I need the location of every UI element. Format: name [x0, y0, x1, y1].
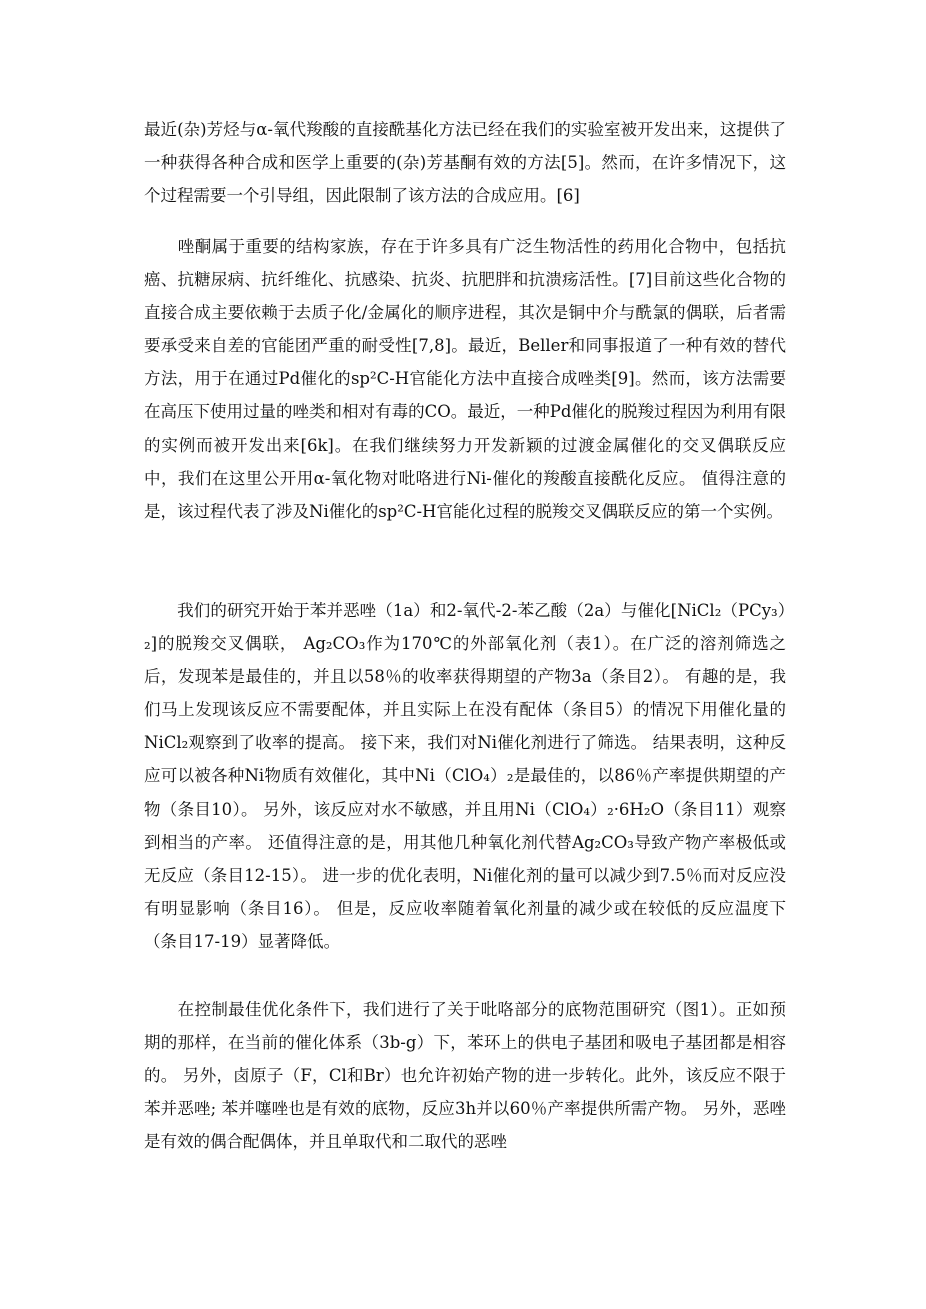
paragraph-reaction-optimization: 我们的研究开始于苯并恶唑（1a）和2-氧代-2-苯乙酸（2a）与催化[NiCl₂（PCy₃）₂]的脱羧交叉偶联， Ag₂CO₃作为170℃的外部氧化剂（表1）。在广泛的溶剂筛选之后，发现苯是最佳的，并且以58％的收率获得期望的产物3a（条目2）。 有趣的是，我们马上发现该反应不需要配体，并且实际上在没有配体（条目5）的情况下用催化量的NiCl₂观察到了收率的提高。 接下来，我们对Ni催化剂进行了筛选。 结果表明，这种反应可以被各种Ni物质有效催化，其中Ni（ClO₄）₂是最佳的，以86％产率提供期望的产物（条目10）。 另外，该反应对水不敏感，并且用Ni（ClO₄）₂·6H₂O（条目11）观察到相当的产率。 还值得注意的是，用其他几种氧化剂代替Ag₂CO₃导致产物产率极低或无反应（条目12-15）。 进一步的优化表明，Ni催化剂的量可以减少到7.5％而对反应没有明显影响（条目16）。 但是，反应收率随着氧化剂量的减少或在较低的反应温度下（条目17-19）显著降低。: [144, 601, 786, 951]
paragraph-azole-ketones: 唑酮属于重要的结构家族，存在于许多具有广泛生物活性的药用化合物中，包括抗癌、抗糖尿病、抗纤维化、抗感染、抗炎、抗肥胖和抗溃疡活性。[7]目前这些化合物的直接合成主要依赖于去质子化/金属化的顺序进程，其次是铜中介与酰氯的偶联，后者需要承受来自差的官能团严重的耐受性[7,8]。最近，Beller和同事报道了一种有效的替代方法，用于在通过Pd催化的sp²C-H官能化方法中直接合成唑类[9]。然而，该方法需要在高压下使用过量的唑类和相对有毒的CO。最近，一种Pd催化的脱羧过程因为利用有限的实例而被开发出来[6k]。在我们继续努力开发新颖的过渡金属催化的交叉偶联反应中，我们在这里公开用α-氧化物对吡咯进行Ni-催化的羧酸直接酰化反应。 值得注意的是，该过程代表了涉及Ni催化的sp²C-H官能化过程的脱羧交叉偶联反应的第一个实例。: [144, 237, 786, 521]
paragraph-acylation-background: 最近(杂)芳烃与α-氧代羧酸的直接酰基化方法已经在我们的实验室被开发出来，这提供了一种获得各种合成和医学上重要的(杂)芳基酮有效的方法[5]。然而，在许多情况下，这个过程需要一个引导组，因此限制了该方法的合成应用。[6]: [144, 120, 786, 206]
paragraph-substrate-scope: 在控制最佳优化条件下，我们进行了关于吡咯部分的底物范围研究（图1）。正如预期的那样，在当前的催化体系（3b-g）下，苯环上的供电子基团和吸电子基团都是相容的。 另外，卤原子（F，Cl和Br）也允许初始产物的进一步转化。此外，该反应不限于苯并恶唑; 苯并噻唑也是有效的底物，反应3h并以60％产率提供所需产物。 另外，恶唑是有效的偶合配偶体，并且单取代和二取代的恶唑: [144, 1000, 786, 1152]
